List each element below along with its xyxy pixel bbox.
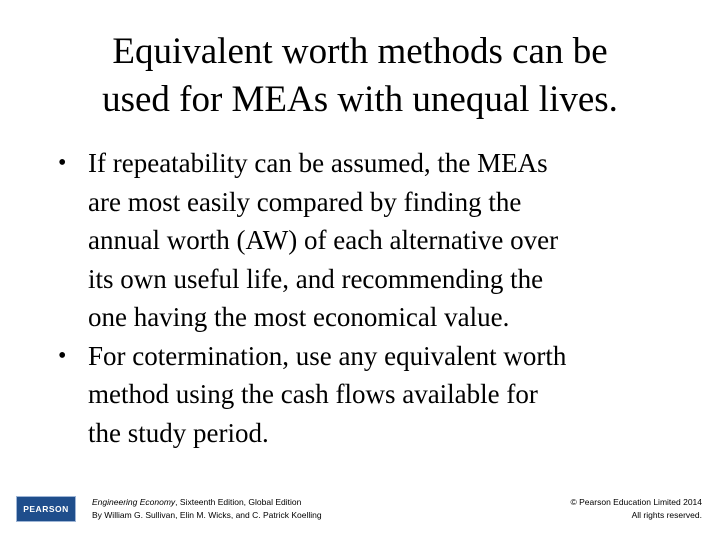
bullet-marker: • [58, 150, 67, 176]
book-credit [92, 496, 322, 522]
bullet-line: For cotermination, use any equivalent worth [88, 340, 567, 371]
copyright-notice [571, 496, 702, 522]
bullet-line: If repeatability can be assumed, the MEAs [88, 148, 548, 178]
book-credit-title-line [92, 496, 322, 509]
pearson-logo: PEARSON [16, 496, 76, 522]
bullet-line: its own useful life, and recommending the [88, 263, 544, 294]
book-edition: , Sixteenth Edition, Global Edition [175, 497, 302, 507]
bullet-line: the study period. [88, 417, 269, 448]
bullet-line: annual worth (AW) of each alternative over [88, 225, 559, 255]
book-authors: By William G. Sullivan, Elin M. Wicks, and C. Patrick Koelling [92, 510, 322, 520]
bullet-line: are most easily compared by finding the [88, 186, 522, 217]
bullet-line: one having the most economical value. [88, 302, 510, 332]
bullet-marker: • [58, 342, 67, 369]
book-title: Engineering Economy [92, 497, 176, 507]
bullet-item-cotermination [58, 337, 698, 453]
slide-title-line-2: used for MEAs with unequal lives. [102, 79, 618, 120]
bullet-list [58, 144, 698, 452]
slide-title-line-1: Equivalent worth methods can be [112, 31, 608, 72]
copyright-line-1: © Pearson Education Limited 2014 [570, 497, 702, 507]
bullet-item-repeatability [58, 144, 698, 337]
copyright-line-2: All rights reserved. [631, 510, 702, 520]
slide-footer [0, 490, 720, 530]
slide-title [40, 28, 680, 124]
bullet-line: method using the cash flows available for [88, 379, 538, 409]
